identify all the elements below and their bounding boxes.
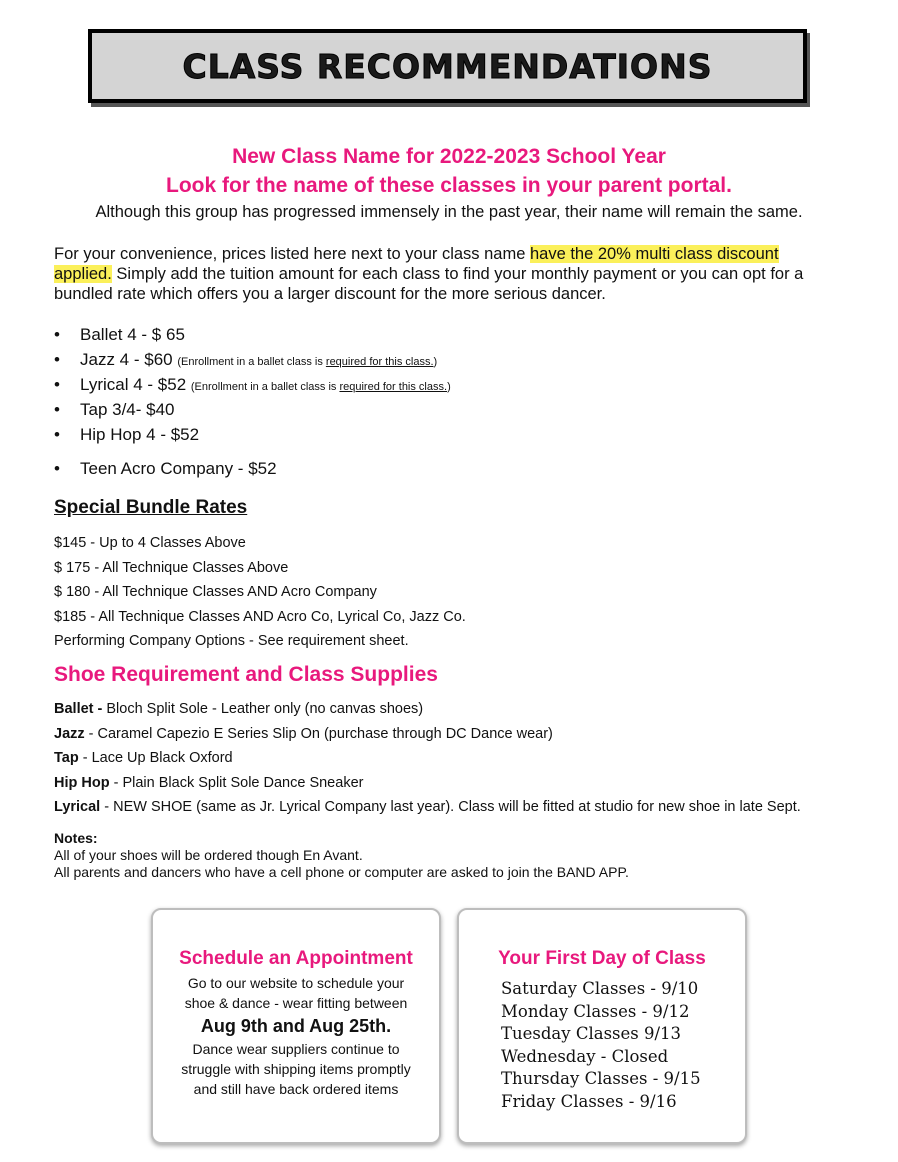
title-banner — [88, 29, 807, 103]
appointment-title: Schedule an Appointment — [179, 948, 413, 969]
intro-text-3: bundled rate which offers you a larger discount for the more serious dancer. — [54, 285, 606, 303]
class-name: Jazz 4 - $60 — [80, 350, 173, 369]
list-item — [54, 322, 451, 347]
appointment-card — [151, 908, 441, 1144]
list-item — [54, 372, 451, 397]
class-name: Tap 3/4- $40 — [80, 400, 175, 419]
list-item: $ 175 - All Technique Classes Above — [54, 559, 289, 576]
class-name: Lyrical 4 - $52 — [80, 375, 187, 394]
list-item: Monday Classes - 9/12 — [501, 1001, 690, 1021]
list-item — [54, 422, 451, 447]
class-name: Hip Hop 4 - $52 — [80, 425, 200, 444]
notes-line-2: All parents and dancers who have a cell phone or computer are asked to join the BAND APP. — [54, 864, 629, 880]
intro-text-2: Simply add the tuition amount for each class to find your monthly payment or you can opt for a — [111, 265, 804, 283]
first-day-list — [459, 978, 745, 1113]
list-item: $145 - Up to 4 Classes Above — [54, 535, 246, 551]
class-name: Ballet 4 - $ 65 — [80, 325, 185, 344]
list-item: Tuesday Classes 9/13 — [501, 1024, 682, 1043]
list-item: Performing Company Options - See requirement sheet. — [54, 633, 409, 649]
first-day-title: Your First Day of Class — [498, 948, 706, 969]
group-note: Although this group has progressed immensely in the past year, their name will remain the same. — [95, 203, 803, 221]
appointment-body — [153, 973, 439, 1099]
bundle-heading: Special Bundle Rates — [54, 497, 248, 518]
heading-line-2: Look for the name of these classes in your parent portal. — [166, 174, 732, 197]
list-item: Hip Hop - Plain Black Split Sole Dance Sneaker — [54, 774, 364, 791]
intro-text-1: For your convenience, prices listed here next to your class name — [54, 245, 530, 263]
list-item: Friday Classes - 9/16 — [501, 1091, 677, 1111]
class-list — [54, 322, 451, 481]
appointment-line: Go to our website to schedule your — [187, 975, 405, 991]
list-item — [54, 397, 451, 422]
list-item — [54, 347, 451, 372]
list-item: Tap - Lace Up Black Oxford — [54, 750, 233, 766]
appointment-dates: Aug 9th and Aug 25th. — [200, 1016, 392, 1036]
class-note: (Enrollment in a ballet class is required for this class.) — [177, 356, 438, 368]
heading-line-1: New Class Name for 2022-2023 School Year — [232, 145, 666, 168]
list-item: Lyrical - NEW SHOE (same as Jr. Lyrical Company last year). Class will be fitted at studio for new shoe in late Sept. — [54, 799, 801, 815]
appointment-line: and still have back ordered items — [193, 1081, 399, 1097]
list-item: Ballet - Bloch Split Sole - Leather only (no canvas shoes) — [54, 701, 424, 717]
list-item: Wednesday - Closed — [501, 1046, 669, 1066]
notes-heading: Notes: — [54, 830, 98, 846]
list-item: Jazz - Caramel Capezio E Series Slip On (purchase through DC Dance wear) — [54, 725, 553, 742]
list-item: Saturday Classes - 9/10 — [501, 979, 699, 998]
list-item: $185 - All Technique Classes AND Acro Co, Lyrical Co, Jazz Co. — [54, 608, 466, 625]
list-item — [54, 456, 451, 481]
intro-paragraph — [54, 244, 884, 304]
list-item: $ 180 - All Technique Classes AND Acro Company — [54, 584, 377, 600]
page-title: CLASS RECOMMENDATIONS — [182, 46, 713, 86]
class-note: (Enrollment in a ballet class is required for this class.) — [190, 381, 451, 393]
notes-line-1: All of your shoes will be ordered though En Avant. — [54, 847, 363, 863]
appointment-line: shoe & dance - wear fitting between — [184, 995, 408, 1011]
appointment-line: Dance wear suppliers continue to — [192, 1041, 400, 1057]
first-day-card — [457, 908, 747, 1144]
shoe-list — [54, 697, 801, 820]
class-name: Teen Acro Company - $52 — [80, 459, 277, 478]
list-item: Thursday Classes - 9/15 — [501, 1069, 701, 1088]
shoe-heading: Shoe Requirement and Class Supplies — [54, 663, 438, 686]
notes — [54, 830, 629, 881]
appointment-line: struggle with shipping items promptly — [181, 1061, 411, 1077]
bundle-list — [54, 531, 466, 654]
intro-highlight-2: applied. — [54, 265, 112, 283]
intro-highlight-1: have the 20% multi class discount — [529, 245, 779, 263]
